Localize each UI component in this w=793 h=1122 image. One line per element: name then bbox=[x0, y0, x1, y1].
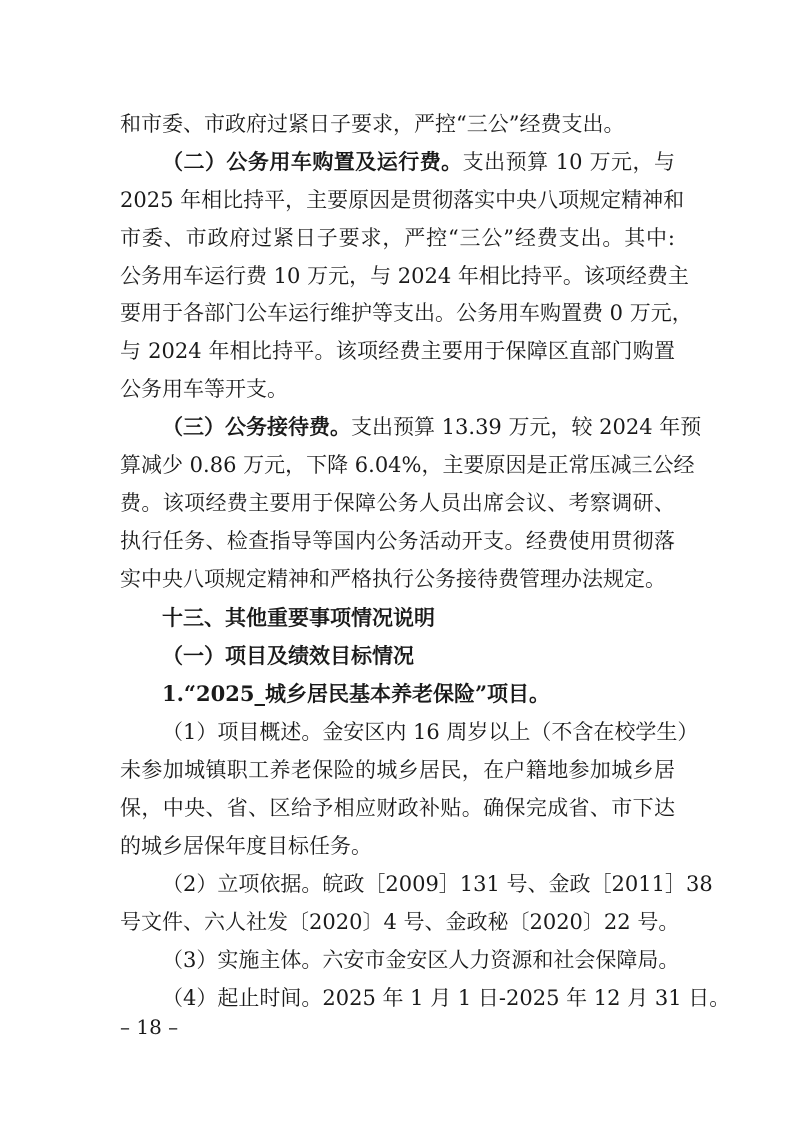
text-line: （2）立项依据。皖政［2009］131 号、金政［2011］38 bbox=[162, 872, 713, 896]
text-line: 未参加城镇职工养老保险的城乡居民，在户籍地参加城乡居 bbox=[120, 758, 675, 782]
text-line: 公务用车运行费 10 万元，与 2024 年相比持平。该项经费主 bbox=[120, 264, 689, 288]
text-line: 的城乡居保年度目标任务。 bbox=[120, 834, 372, 858]
text-line: 和市委、市政府过紧日子要求，严控“三公”经费支出。 bbox=[120, 112, 625, 136]
text-line: （3）实施主体。六安市金安区人力资源和社会保障局。 bbox=[162, 948, 680, 972]
text-line bbox=[162, 413, 702, 441]
section-heading: （三）公务接待费。 bbox=[162, 414, 351, 439]
text-line: 市委、市政府过紧日子要求，严控“三公”经费支出。其中: bbox=[120, 226, 675, 250]
text-line: 费。该项经费主要用于保障公务人员出席会议、考察调研、 bbox=[120, 491, 675, 515]
section-heading: （二）公务用车购置及运行费。 bbox=[162, 149, 463, 174]
text-line: 公务用车等开支。 bbox=[120, 377, 288, 401]
text-segment: 支出预算 10 万元，与 bbox=[462, 150, 676, 174]
text-line: （1）项目概述。金安区内 16 周岁以上（不含在校学生） bbox=[162, 720, 699, 744]
text-line: 要用于各部门公车运行维护等支出。公务用车购置费 0 万元， bbox=[120, 301, 693, 325]
text-segment: 支出预算 13.39 万元，较 2024 年预 bbox=[351, 415, 702, 439]
text-line: 实中央八项规定精神和严格执行公务接待费管理办法规定。 bbox=[120, 567, 666, 591]
text-line bbox=[162, 148, 675, 176]
text-line: （4）起止时间。2025 年 1 月 1 日-2025 年 12 月 31 日。 bbox=[162, 986, 731, 1010]
text-line: 保，中央、省、区给予相应财政补贴。确保完成省、市下达 bbox=[120, 796, 675, 820]
page-number: – 18 – bbox=[120, 1015, 179, 1039]
text-line: 1.“2025_城乡居民基本养老保险”项目。 bbox=[162, 681, 551, 706]
text-line: 2025 年相比持平，主要原因是贯彻落实中央八项规定精神和 bbox=[120, 188, 685, 212]
text-line: 十三、其他重要事项情况说明 bbox=[162, 605, 435, 630]
text-line: （一）项目及绩效目标情况 bbox=[162, 643, 414, 668]
text-line: 号文件、六人社发〔2020〕4 号、金政秘〔2020〕22 号。 bbox=[120, 910, 680, 934]
text-line: 与 2024 年相比持平。该项经费主要用于保障区直部门购置 bbox=[120, 339, 675, 363]
text-line: 算减少 0.86 万元，下降 6.04%，主要原因是正常压减三公经 bbox=[120, 453, 695, 477]
text-line: 执行任务、检查指导等国内公务活动开支。经费使用贯彻落 bbox=[120, 529, 675, 553]
